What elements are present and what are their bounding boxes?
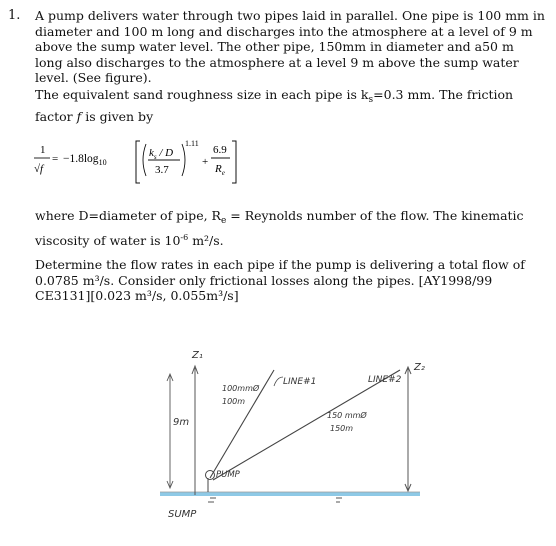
question-number: 1.	[8, 8, 21, 23]
friction-equation	[30, 138, 250, 188]
friction-symbol: f	[76, 108, 82, 124]
roughness-text-a: The equivalent sand roughness size in each pipe is k	[35, 87, 369, 102]
pipe1-length: 100m	[222, 397, 246, 406]
lhs-numerator: 1	[40, 144, 46, 156]
sump-label: SUMP	[168, 509, 197, 520]
height-label: 9m	[173, 417, 190, 428]
z1-label: Z₁	[192, 350, 203, 361]
task-text: Determine the flow rates in each pipe if the pump is delivering a total flow of 0.0785 m³/s. Consider only frictional losses along the pipes. [AY1998/99 CE3131][0.023 m³/s, 0.055m³/s]	[35, 257, 525, 303]
power-exponent: 1.11	[185, 139, 199, 148]
definitions-text-a: where D=diameter of pipe, R	[35, 208, 221, 223]
water-level-mark-right	[336, 498, 342, 502]
definitions-text-b: = Reynolds number of the flow. The kinematic viscosity of water is 10	[35, 208, 524, 248]
roughness-text-b: =0.3 mm. The friction factor	[35, 87, 514, 124]
pump-label: PUMP	[216, 470, 240, 480]
roughness-text-c: is given by	[81, 108, 154, 124]
line1-label: LINE#1	[283, 377, 317, 387]
z2-label: Z₂	[414, 362, 425, 373]
outer-bracket-right	[232, 141, 236, 183]
equals-sign: =	[52, 153, 59, 165]
inner-paren-right	[182, 144, 185, 176]
pipe1-diameter: 100mmØ	[222, 384, 260, 393]
ks-denominator: 3.7	[155, 164, 169, 176]
pump-symbol	[206, 471, 215, 480]
line2-label: LINE#2	[368, 375, 402, 385]
viscosity-exponent: -6	[180, 232, 189, 242]
roughness-text	[35, 87, 545, 124]
water-level-mark-left	[208, 498, 216, 502]
pipe-system-figure	[150, 330, 440, 540]
pipe2-length: 150m	[330, 424, 354, 433]
pipe2-diameter: 150 mmØ	[327, 411, 367, 420]
term2-denominator: $R_e$	[215, 163, 225, 177]
outer-bracket-left	[136, 141, 140, 183]
question-intro: A pump delivers water through two pipes laid in parallel. One pipe is 100 mm in diameter and 100 m long and discharges into the atmosphere at a level of 9 m above the sump water level. The other pipe, 150mm in diameter and a50 m long also discharges to the atmosphere at a level 9 m above the sump water level. (See figure).	[35, 8, 545, 85]
log-coefficient: $-1.8\log_{10}$	[63, 153, 107, 167]
definitions-text	[35, 208, 545, 248]
definitions-subscript: e	[220, 216, 227, 226]
definitions-text-c: m²/s.	[188, 232, 224, 248]
term2-numerator: 6.9	[213, 144, 227, 156]
line1-leader	[274, 377, 283, 386]
plus-sign: +	[202, 156, 209, 168]
inner-paren-left	[143, 144, 146, 176]
roughness-subscript: s	[368, 95, 374, 105]
lhs-denominator: √f	[34, 163, 44, 175]
sump-water	[160, 492, 420, 496]
ks-over-d: $k_s$ / D	[149, 147, 174, 161]
